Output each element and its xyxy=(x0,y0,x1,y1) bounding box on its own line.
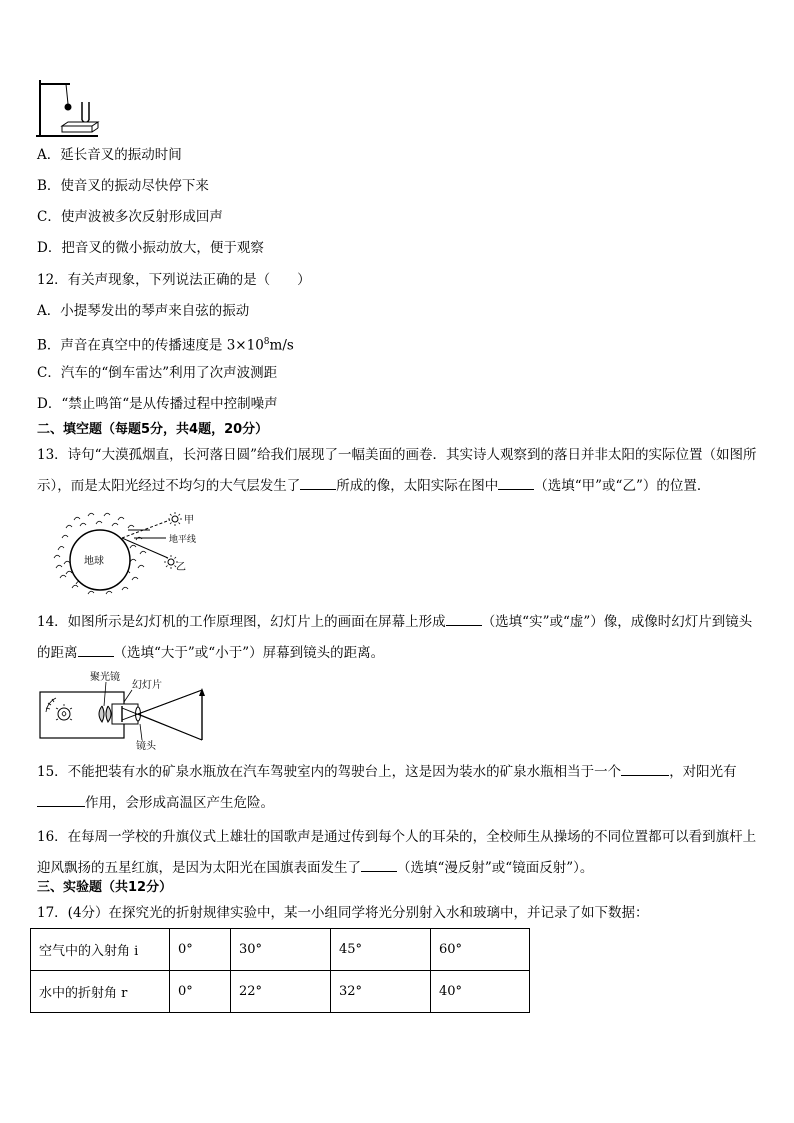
q15-text: 15．不能把装有水的矿泉水瓶放在汽车驾驶室内的驾驶台上，这是因为装水的矿泉水瓶相当于一个 ，对阳光有 作用，会形成高温区产生危险。 xyxy=(37,764,737,811)
q12-option-c: C．汽车的“倒车雷达”利用了次声波测距 xyxy=(37,365,278,381)
horizon-label: 地平线 xyxy=(169,535,197,545)
table-cell: 0° xyxy=(170,971,231,1013)
q12-option-b: B．声音在真空中的传播速度是 $3\times 10^8m/s$ xyxy=(37,337,294,354)
q14-blank-2[interactable] xyxy=(78,643,114,657)
q12-option-a: A．小提琴发出的琴声来自弦的振动 xyxy=(37,303,250,319)
q14-text: 14．如图所示是幻灯机的工作原理图，幻灯片上的画面在屏幕上形成 （选填“实”或“虚”）像，成像时幻灯片到镜头的距离 （选填“大于”或“小于”）屏幕到镜头的距离。 xyxy=(37,614,753,661)
jia-label: 甲 xyxy=(184,515,194,526)
table-cell: 40° xyxy=(431,971,530,1013)
earth-label: 地球 xyxy=(84,556,104,567)
q13-blank-1[interactable] xyxy=(300,476,336,490)
section-2-title: 二、填空题（每题5分，共4题，20分） xyxy=(37,422,269,437)
table-cell: 空气中的入射角 i xyxy=(31,929,170,971)
slide-label: 幻灯片 xyxy=(132,680,162,691)
section-3-title: 三、实验题（共12分） xyxy=(37,880,173,895)
q15-blank-1[interactable] xyxy=(621,762,669,776)
table-cell: 30° xyxy=(231,929,331,971)
q11-option-c: C．使声波被多次反射形成回声 xyxy=(37,209,223,225)
refraction-data-table xyxy=(30,928,530,1013)
q11-option-d: D．把音叉的微小振动放大，便于观察 xyxy=(37,240,264,256)
table-cell: 60° xyxy=(431,929,530,971)
q17-stem: 17．(4分）在探究光的折射规律实验中，某一小组同学将光分别射入水和玻璃中，并记录了如下数据： xyxy=(37,905,649,921)
table-cell: 0° xyxy=(170,929,231,971)
tuning-fork-figure xyxy=(34,76,100,138)
q15-blank-2[interactable] xyxy=(37,793,85,807)
q12-option-d: D．“禁止鸣笛“是从传播过程中控制噪声 xyxy=(37,396,278,412)
q11-option-b: B．使音叉的振动尽快停下来 xyxy=(37,178,209,194)
q11-option-a: A．延长音叉的振动时间 xyxy=(37,147,182,163)
condenser-label: 聚光镜 xyxy=(90,672,120,683)
table-cell: 32° xyxy=(331,971,431,1013)
q14-blank-1[interactable] xyxy=(446,612,482,626)
q13-blank-2[interactable] xyxy=(498,476,534,490)
earth-atmosphere-figure xyxy=(44,508,244,598)
yi-label: 乙 xyxy=(176,562,186,573)
table-cell: 22° xyxy=(231,971,331,1013)
table-row xyxy=(31,929,530,971)
table-cell: 45° xyxy=(331,929,431,971)
lens-label: 镜头 xyxy=(136,741,156,752)
projector-figure xyxy=(38,668,228,752)
q12-stem: 12．有关声现象，下列说法正确的是（ ） xyxy=(37,272,311,288)
q16-blank[interactable] xyxy=(361,858,397,872)
q13-text: 13．诗句“大漠孤烟直，长河落日圆”给我们展现了一幅美面的画卷．其实诗人观察到的落日并非太阳的实际位置（如图所示），而是太阳光经过不均匀的大气层发生了 所成的像，太阳实际在图中 （选填“甲”或“乙”）的位置． xyxy=(37,447,757,494)
table-cell: 水中的折射角 r xyxy=(31,971,170,1013)
q16-text: 16．在每周一学校的升旗仪式上雄壮的国歌声是通过传到每个人的耳朵的，全校师生从操场的不同位置都可以看到旗杆上迎风飘扬的五星红旗，是因为太阳光在国旗表面发生了 （选填“漫反射”或“镜面反射”）。 xyxy=(37,829,757,876)
table-row xyxy=(31,971,530,1013)
